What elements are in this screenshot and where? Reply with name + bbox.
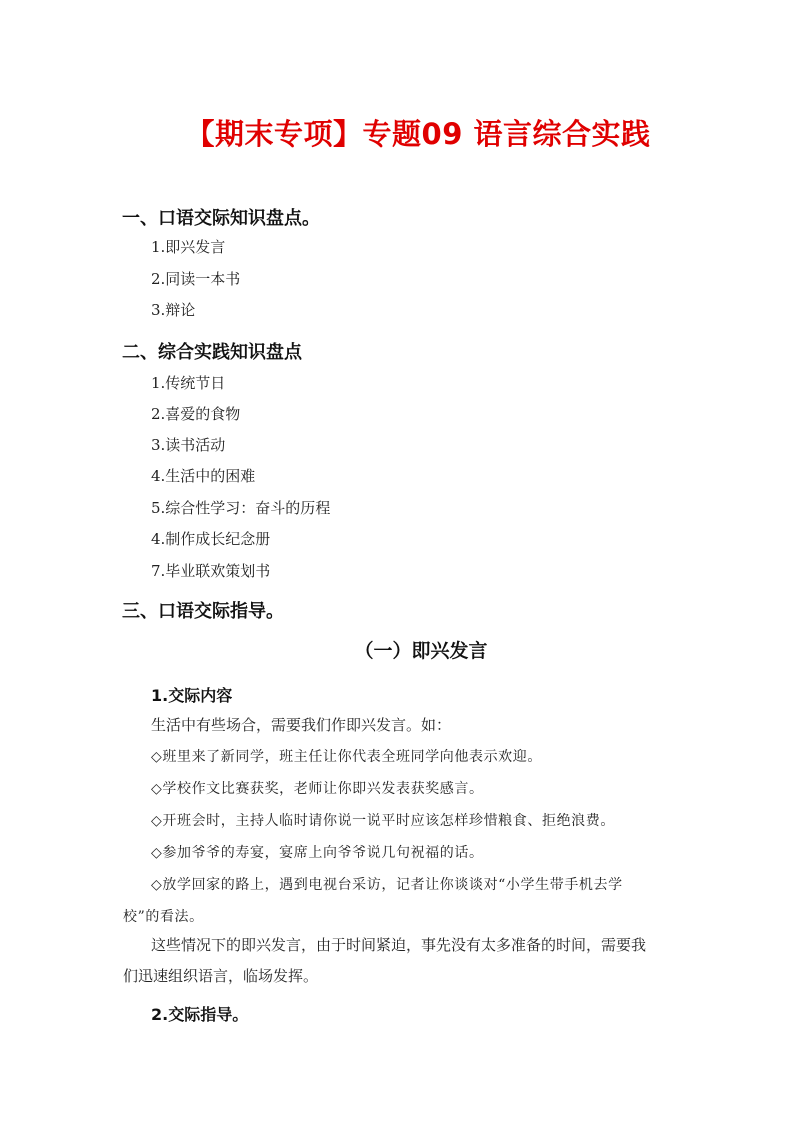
list-item: 1.传统节日: [151, 374, 226, 392]
list-item: 5.综合性学习：奋斗的历程: [151, 499, 331, 517]
list-item: 4.生活中的困难: [151, 467, 256, 485]
part1-heading: 1.交际内容: [151, 686, 233, 705]
bullet-item: ◇班里来了新同学，班主任让你代表全班同学向他表示欢迎。: [151, 749, 542, 765]
subsection-title: （一）即兴发言: [354, 640, 488, 662]
list-item: 3.辩论: [151, 301, 196, 319]
list-item: 1.即兴发言: [151, 238, 226, 256]
paragraph-continued: 们迅速组织语言，临场发挥。: [123, 967, 319, 985]
list-item: 2.喜爱的食物: [151, 405, 241, 423]
part2-heading: 2.交际指导。: [151, 1005, 249, 1024]
paragraph: 这些情况下的即兴发言，由于时间紧迫，事先没有太多准备的时间，需要我: [151, 936, 647, 954]
list-item: 3.读书活动: [151, 436, 226, 454]
page-title: 【期末专项】专题09 语言综合实践: [185, 117, 651, 151]
bullet-item: ◇开班会时，主持人临时请你说一说平时应该怎样珍惜粮食、拒绝浪费。: [151, 813, 615, 829]
bullet-item: ◇学校作文比赛获奖，老师让你即兴发表获奖感言。: [151, 781, 484, 797]
intro-paragraph: 生活中有些场合，需要我们作即兴发言。如：: [151, 716, 452, 734]
section3-heading: 三、口语交际指导。: [122, 601, 284, 622]
bullet-item-continued: 校”的看法。: [123, 909, 204, 925]
section2-heading: 二、综合实践知识盘点: [122, 342, 302, 363]
section1-heading: 一、口语交际知识盘点。: [122, 208, 320, 229]
list-item: 7.毕业联欢策划书: [151, 562, 271, 580]
list-item: 2.同读一本书: [151, 270, 241, 288]
bullet-item: ◇放学回家的路上，遇到电视台采访，记者让你谈谈对“小学生带手机去学: [151, 877, 623, 893]
list-item: 4.制作成长纪念册: [151, 530, 271, 548]
bullet-item: ◇参加爷爷的寿宴，宴席上向爷爷说几句祝福的话。: [151, 845, 484, 861]
